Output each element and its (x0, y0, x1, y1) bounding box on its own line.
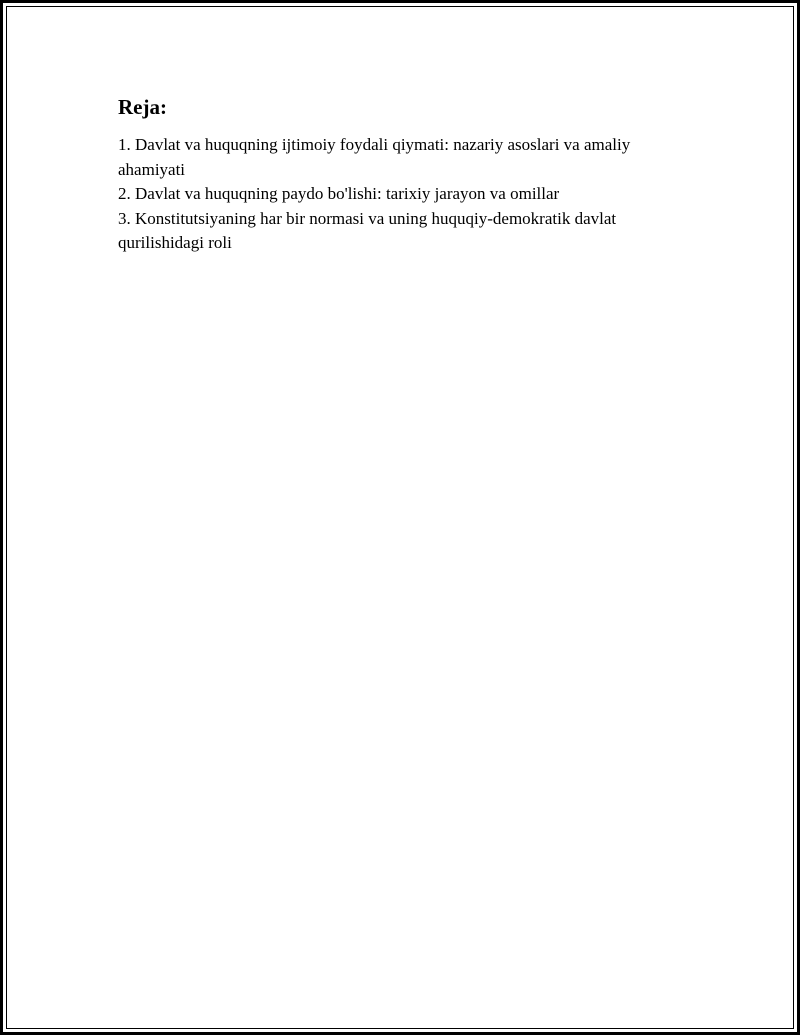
plan-item-2: 2. Davlat va huquqning paydo bo'lishi: tarixiy jarayon va omillar (118, 184, 560, 203)
plan-list (118, 133, 688, 256)
plan-item-3: 3. Konstitutsiyaning har bir normasi va uning huquqiy-demokratik davlat qurilishidagi roli (118, 208, 617, 252)
plan-item-1: 1. Davlat va huquqning ijtimoiy foydali qiymati: nazariy asoslari va amaliy ahamiyati (118, 135, 631, 179)
document-body (118, 93, 688, 256)
plan-heading: Reja: (118, 95, 167, 119)
